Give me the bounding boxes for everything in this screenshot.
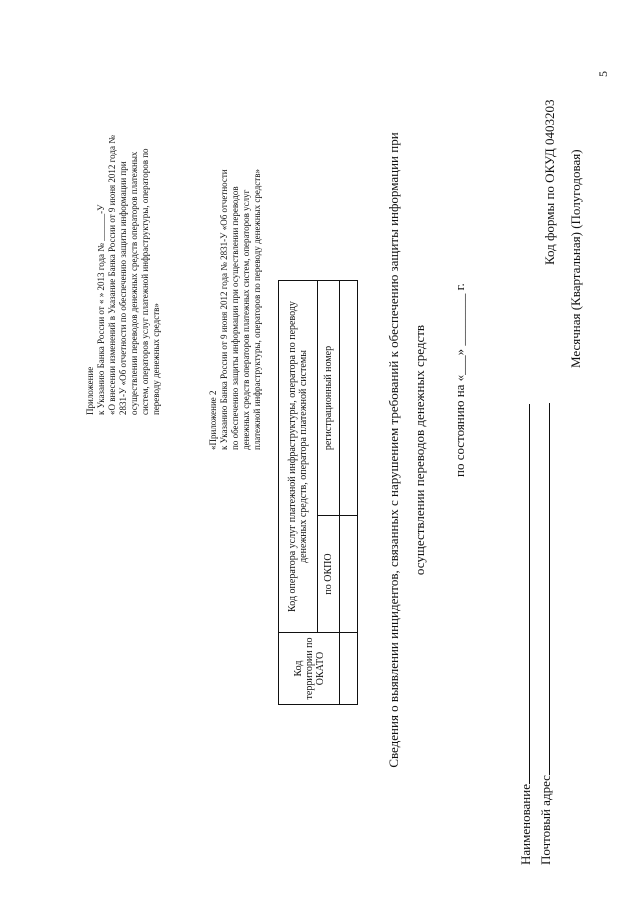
- as-of-date: по состоянию на «___» ________ г.: [452, 283, 467, 477]
- appendix-1-line: «О внесении изменений в Указание Банка России от 9 июня 2012 года №: [107, 135, 117, 415]
- address-label: Почтовый адрес: [538, 775, 553, 865]
- report-title-line-1: Сведения о выявлении инцидентов, связанных с нарушением требований к обеспечению защиты информации при: [386, 132, 401, 768]
- report-title-line-2: осуществлении переводов денежных средств: [412, 324, 427, 576]
- reg-number-subheader: регистрационный номер: [318, 281, 340, 516]
- name-field-row: [518, 404, 534, 865]
- appendix-2-line: денежных средств операторов платежных систем, операторов услуг: [241, 189, 251, 450]
- okpo-cell: [340, 516, 358, 633]
- appendix-1-line: к Указанию Банка России от « » 2013 года № ______-У: [96, 204, 106, 415]
- okato-header: Код территории по ОКАТО: [279, 633, 340, 705]
- page-number: 5: [596, 71, 610, 77]
- appendix-1-line: 2831-У «Об отчетности по обеспечению защиты информации при: [118, 161, 128, 415]
- name-underline: [529, 404, 530, 784]
- name-label: Наименование: [518, 784, 533, 865]
- reg-number-cell: [340, 281, 358, 516]
- okud-code: Код формы по ОКУД 0403203: [542, 99, 557, 265]
- appendix-2: [208, 100, 263, 450]
- codes-table: [278, 280, 358, 705]
- periodicity: Месячная (Квартальная) (Полугодовая): [568, 149, 583, 368]
- okpo-subheader: по ОКПО: [318, 516, 340, 633]
- appendix-1-heading: Приложение: [85, 366, 95, 415]
- okato-cell: [340, 633, 358, 705]
- address-field-row: [538, 403, 554, 865]
- appendix-2-line: платежной инфраструктуры, операторов по переводу денежных средств»: [252, 169, 262, 450]
- appendix-2-line: по обеспечению защиты информации при осуществлении переводов: [230, 186, 240, 450]
- report-title: [386, 70, 428, 830]
- appendix-2-line: к Указанию Банка России от 9 июня 2012 года № 2831-У «Об отчетности: [219, 169, 229, 450]
- appendix-2-heading: «Приложение 2: [208, 390, 218, 450]
- address-underline: [549, 403, 550, 775]
- operator-code-header: Код оператора услуг платежной инфраструктуры, оператора по переводу денежных средств, оператора платежной системы: [279, 281, 318, 633]
- appendix-1-line: систем, операторов услуг платежной инфраструктуры, операторов по: [140, 148, 150, 415]
- appendix-1-line: переводу денежных средств»: [151, 303, 161, 415]
- appendix-1: [85, 85, 162, 415]
- appendix-1-line: осуществлении переводов денежных средств операторов платежных: [129, 151, 139, 415]
